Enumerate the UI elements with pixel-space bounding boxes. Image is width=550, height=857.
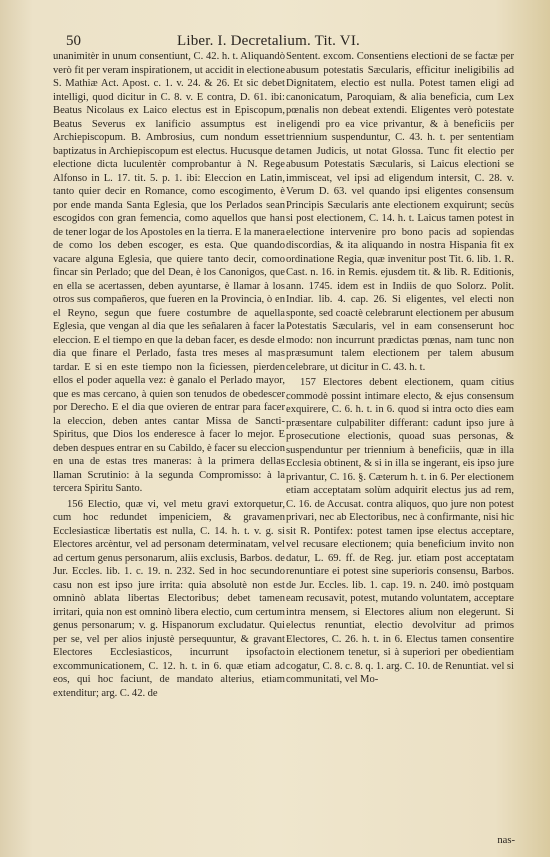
paragraph-156: 156 Electio, quæ vi, vel metu gravi extorquetur, cum hoc redundet impeniciem, & gravamen Ecclesiasticæ libertatis est nulla, C. 14. h. t. v. g. si Electores arcèntur, vel ad personam determinatam, vel ad certum genus personarum, aliis exclusis, Barbos. de Jur. Eccles. lib. 1. c. 19. n. 232. Sed in hoc secundo casu non est ipso jure irrita: quia absolutè non est omninò ablata libertas Electoribus; debet tamen irritari, quia non est omninò libera electio, cum certum genus personarum; v. g. Hispanorum excludatur. Qui per se, vel per alios injustè persequuntur, & gravant Electores Ecclesiasticos, incurrunt ipsofacto excommunicationem, C. 12. h. t. in 6. quæ etiam ad eos, qui hoc faciunt, de mandato alterius, etiam extenditur; arg. C. 42. de	[53, 498, 285, 699]
running-head: Liber. I. Decretalium. Tit. VI.	[177, 33, 360, 49]
paragraph: Sentent. excom. Consentiens electioni de se factæ per abusum potestatis Sæcularis, efficitur ineligibilis ad Dignitatem, electio est nulla. Potest tamen eligi ad canonicatum, Paroquiam, & alia beneficia, cum Lex pœnalis non debeat extendi. Eligentes verò potestate eligendi pro ea vice privantur, & à beneficiis per triennium suspenduntur, C. 43. h. t. per sententiam tamen Judicis, ut notat Glossa. Tunc fit electio per abusum Potestatis Sæcularis, si Laicus electioni se immisceat, vel ipsi ad eligendum intersit, C. 28. v. Verum D. 63. vel quando ipsi eligentes consensum Principis Sæcularis ante electionem exquirunt; secùs si post electionem, C. 14. h. t. Laicus tamen potest in electione intervenire pro bono pacis ad sopiendas discordias, & ita aliquando in nostra Hispania fit ex ordinatione Regia, quæ invenitur post Tit. 6. lib. 1. R. Cast. n. 16. in Remis. ejusdem tit. & lib. R. Editionis, ann. 1745. idem est in Indiis de quo Solorz. Polit. Indiar. lib. 4. cap. 26. Si eligentes, vel electi non sponte, sed coactè celebrarunt electionem per abusum Potestatis Sæcularis, vel in eam consenserunt hoc modo: non incurrunt prædictas pœnas, nam tunc non præsumunt talem electionem per talem abusum celebrare, ut dicitur in C. 43. h. t.	[286, 51, 514, 373]
left-column	[53, 50, 285, 700]
paragraph-157: 157 Electores debent electionem, quam citius commodè possint intimare electo, & ejus consensum exquirere, C. 6. h. t. in 6. quod si intra octo dies eam præsentare culpabiliter differant: cadunt ipso jure à prosecutione electionis, quoad suas personas, & suspenduntur per triennium à beneficiis, quæ in illa Ecclesia obtinent, & si in illa se ingerant, eis ipso jure privantur, C. 16. §. Cæterum h. t. in 6. Per electionem etiam acceptatam solùm adquirit electus jus ad rem, C. 16. de Accusat. contra aliquos, quo jure non potest privari, nec ab Electoribus, nec à confirmante, nisi hic sit R. Pontifex: potest tamen ipse electus acceptare, vel recusare electionem; quia beneficium invito non datur, L. 69. ff. de Reg. jur. etiam post acceptatam renuntiare ei potest sine superioris consensu, Barbos. de Jur. Eccles. lib. 1. cap. 19. n. 240. imò postquam eam recusavit, potest, mutando voluntatem, acceptare intra mensem, si Electores alium non elegerunt. Si electus renuntiat, electio devolvitur ad primos Electores, C. 26. h. t. in 6. Electus tamen consentire in electionem tenetur, si à superiori per obedientiam cogatur, C. 8. c. 8. q. 1. arg. C. 10. de Renuntiat. vel si communitati, vel Mo-	[286, 377, 514, 685]
page-header	[52, 32, 512, 50]
paragraph: unanimitèr in unum consentiunt, C. 42. h. t. Aliquandò verò fit per veram inspirationem, ut accidit in electione S. Mathiæ Act. Apost. c. 1. v. 24. & 26. Et sic debet intelligi, quod dicitur in C. 8. v. E contra, D. 61. ibi: Beatus Nicolaus ex Laico electus est in Episcopum, Beatus Severus ex lanificio assumptus est in Archiepiscopum. B. Ambrosius, cum nondum esset baptizatus in Archiepiscopum est electus. Hucusque de electione dicta luculentèr comprobantur à N. Rege Alfonso in L. 17. tit. 5. p. 1. ibi: Eleccion en Latin, tanto quier decir en Romance, como escogimento, è por ende manda Santa Eglesia, que los Perlados sean escogidos con gran femencia, como aquellos que han de tener logar de los Apostoles en la tierra. E la manera de como los deben escoger, es esta. Que quando vacare alguna Eglesia, que quiere tanto decir, como fincar sin Perlado; que del Dean, è los Canonigos, que en ella se acertassen, deben ayuntarse, è llamar à los otros sus compañeros, que fueren en la Provincia, ò en el Reyno, segun que fuere costumbre de aquella Eglesia, que vengan al dia que les señalaren à facer la eleccion. E el tiempo en que la deban facer, es desde el dia que finare el Perlado, fasta tres meses al mas tardar. E si en este tiempo non la ficiessen, pierden ellos el poder aquella vez: è ganalo el Perlado mayor, que es mas cercano, à quien son tenudos de obedescer por Derecho. E el dia que ovieren de entrar para facer la eleccion, deben antes cantar Missa de Sancti-Spiritus, que Dios los enderesce à facer lo mejor. E deben despues entrar en su Cabildo, è facer su eleccion en una de estas tres maneras: à la primera dellas llaman Scrutinio: à la segunda Compromisso: à la tercera Spiritu Santo.	[53, 51, 285, 494]
right-column	[286, 50, 514, 687]
page-number: 50	[66, 33, 81, 49]
catchword: nas-	[497, 835, 515, 846]
